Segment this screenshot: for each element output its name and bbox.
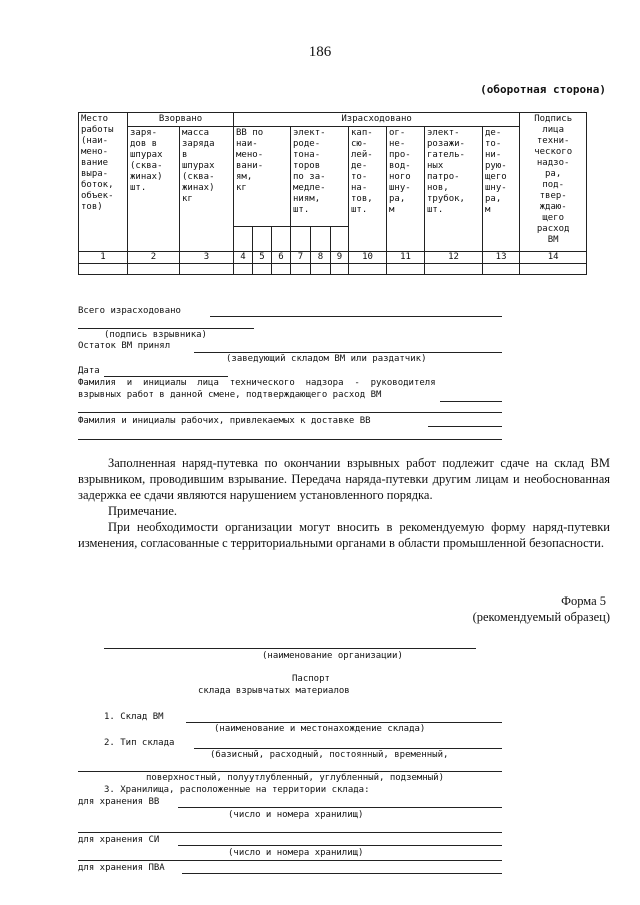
- workers-field-2[interactable]: [78, 439, 502, 440]
- data-cell: [253, 264, 272, 275]
- col-number: 2: [128, 252, 180, 264]
- store-pva-field[interactable]: [182, 873, 502, 874]
- col-number: 4: [234, 252, 253, 264]
- store-pva-label: для хранения ПВА: [78, 863, 165, 873]
- sub-cell: [272, 227, 291, 252]
- item-warehouse-field[interactable]: [186, 722, 502, 723]
- data-cell: [291, 264, 311, 275]
- form5-subtitle: (рекомендуемый образец): [472, 610, 610, 624]
- col-number: 3: [180, 252, 234, 264]
- data-cell: [387, 264, 425, 275]
- data-cell: [520, 264, 587, 275]
- blaster-sign-hint: (подпись взрывника): [104, 330, 207, 340]
- data-cell: [331, 264, 349, 275]
- passport-subtitle: склада взрывчатых материалов: [198, 686, 350, 696]
- data-cell: [79, 264, 128, 275]
- total-spent-field[interactable]: [210, 316, 502, 317]
- sub-cell: [291, 227, 311, 252]
- date-field[interactable]: [104, 376, 228, 377]
- paragraph-note-heading: Примечание.: [108, 504, 178, 518]
- item-warehouse-label: 1. Склад ВМ: [104, 712, 164, 722]
- col-number: 5: [253, 252, 272, 264]
- data-cell: [311, 264, 331, 275]
- org-name-field[interactable]: [104, 648, 476, 649]
- date-label: Дата: [78, 366, 100, 376]
- col-number: 11: [387, 252, 425, 264]
- header-fuse: ог- не- про- вод- ного шну- ра, м: [387, 127, 425, 252]
- col-number: 9: [331, 252, 349, 264]
- org-name-hint: (наименование организации): [262, 651, 403, 661]
- sub-cell: [311, 227, 331, 252]
- warehouse-head-hint: (заведующий складом ВМ или раздатчик): [226, 354, 427, 364]
- header-signature: Подпись лица техни- ческого надзо- ра, под- твер- ждаю- щего расход ВМ: [520, 113, 587, 252]
- header-charges: заря- дов в шпурах (сква- жинах) шт.: [128, 127, 180, 252]
- col-number: 12: [425, 252, 483, 264]
- header-caps: кап- сю- лей- де- то- на- тов, шт.: [349, 127, 387, 252]
- item-type-hint: (базисный, расходный, постоянный, временный,: [210, 750, 449, 760]
- item-warehouse-hint: (наименование и местонахождение склада): [214, 724, 426, 734]
- data-cell: [483, 264, 520, 275]
- workers-field[interactable]: [428, 426, 502, 427]
- sub-cell: [234, 227, 253, 252]
- store-si-field[interactable]: [178, 845, 502, 846]
- supervisor-field-2[interactable]: [78, 412, 502, 413]
- supervisor-field[interactable]: [440, 401, 502, 402]
- workers-label: Фамилия и инициалы рабочих, привлекаемых к доставке ВВ: [78, 416, 371, 426]
- col-number: 13: [483, 252, 520, 264]
- remainder-field[interactable]: [194, 352, 502, 353]
- data-cell: [272, 264, 291, 275]
- col-number: 6: [272, 252, 291, 264]
- store-vv-field-2[interactable]: [78, 832, 502, 833]
- supervisor-label-1: Фамилия и инициалы лица технического надзора - руководителя: [78, 378, 436, 388]
- form5-title: Форма 5: [561, 594, 606, 608]
- item-type-field[interactable]: [194, 748, 502, 749]
- data-cell: [349, 264, 387, 275]
- header-place: Место работы (наи- мено- вание выра- боток, объек- тов): [79, 113, 128, 252]
- col-number: 10: [349, 252, 387, 264]
- header-det: де- то- ни- рую- щего шну- ра, м: [483, 127, 520, 252]
- passport-title: Паспорт: [292, 674, 330, 684]
- data-cell: [128, 264, 180, 275]
- explosives-table: [78, 112, 587, 275]
- header-blasted: Взорвано: [128, 113, 234, 127]
- paragraph-submission: Заполненная наряд-путевка по окончании взрывных работ подлежит сдаче на склад ВМ взрывником, проводившим взрывание. Передача наряда-путевки другим лицам и необоснованная задержка ее сдачи являются нарушением установленного порядка.: [78, 456, 610, 502]
- supervisor-label-2: взрывных работ в данной смене, подтверждающего расход ВМ: [78, 390, 382, 400]
- item-type-hint-2: поверхностный, полуутлубленный, углубленный, подземный): [146, 773, 445, 783]
- blaster-sign-field[interactable]: [78, 328, 254, 329]
- col-number: 14: [520, 252, 587, 264]
- header-vv: ВВ по наи- мено- вани- ям, кг: [234, 127, 291, 227]
- item-storages-label: 3. Хранилища, расположенные на территории склада:: [104, 785, 370, 795]
- data-cell: [425, 264, 483, 275]
- header-mass: масса заряда в шпурах (сква- жинах) кг: [180, 127, 234, 252]
- total-spent-label: Всего израсходовано: [78, 306, 181, 316]
- store-si-label: для хранения СИ: [78, 835, 160, 845]
- store-si-field-2[interactable]: [78, 860, 502, 861]
- header-igniter: элект- розажи- гатель- ных патро- нов, трубок, шт.: [425, 127, 483, 252]
- store-vv-hint: (число и номера хранилищ): [228, 810, 364, 820]
- col-number: 7: [291, 252, 311, 264]
- data-cell: [234, 264, 253, 275]
- item-type-label: 2. Тип склада: [104, 738, 175, 748]
- side-note: (оборотная сторона): [480, 83, 606, 96]
- sub-cell: [331, 227, 349, 252]
- store-si-hint: (число и номера хранилищ): [228, 848, 364, 858]
- col-number: 8: [311, 252, 331, 264]
- store-vv-label: для хранения ВВ: [78, 797, 160, 807]
- page-number: 186: [308, 44, 332, 60]
- header-spent: Израсходовано: [234, 113, 520, 127]
- header-electro: элект- роде- тона- торов по за- медле- ниям, шт.: [291, 127, 349, 227]
- remainder-label: Остаток ВМ принял: [78, 341, 171, 351]
- store-vv-field[interactable]: [178, 807, 502, 808]
- col-number: 1: [79, 252, 128, 264]
- item-type-field-2[interactable]: [78, 771, 502, 772]
- sub-cell: [253, 227, 272, 252]
- paragraph-note: При необходимости организации могут вносить в рекомендуемую форму наряд-путевки изменения, согласованные с территориальными органами в области промышленной безопасности.: [78, 520, 610, 550]
- data-cell: [180, 264, 234, 275]
